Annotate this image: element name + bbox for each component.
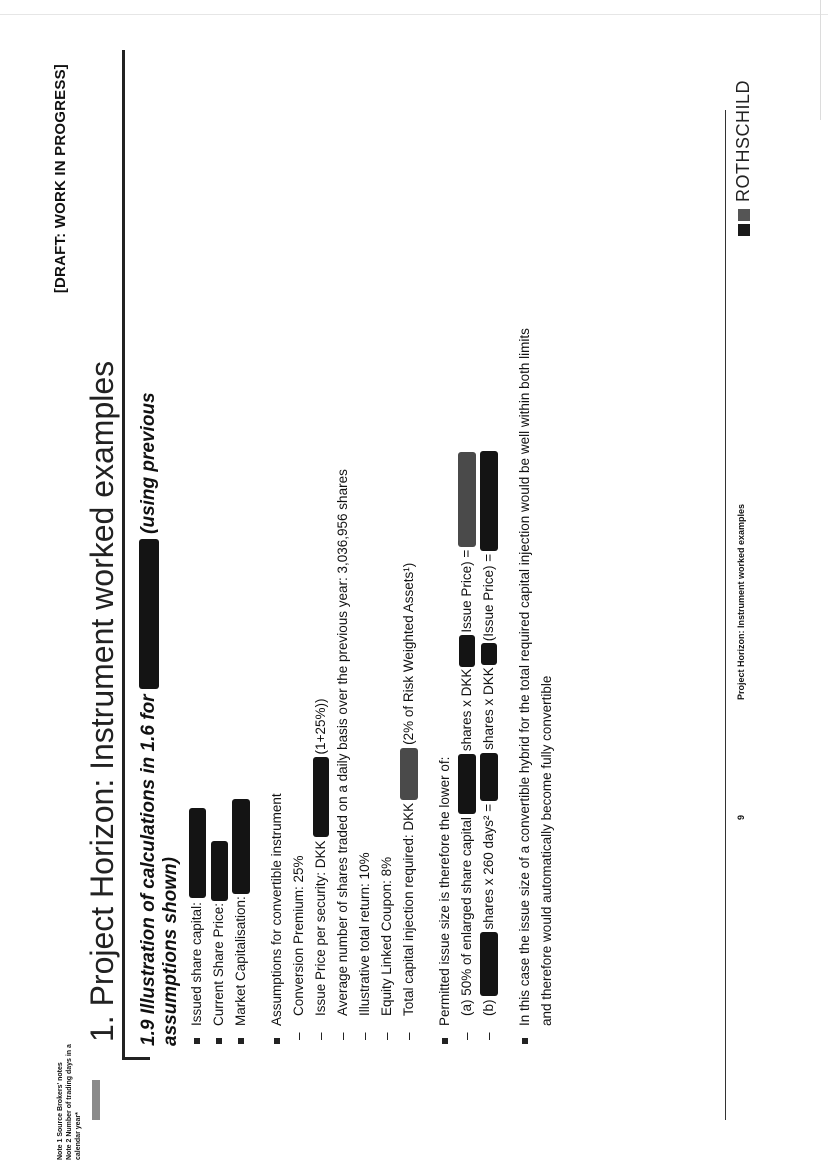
- capital-injection-suffix: (2% of Risk Weighted Assets¹): [401, 562, 416, 745]
- list-item: [288, 44, 310, 1044]
- page-title: 1. Project Horizon: Instrument worked examples: [84, 360, 120, 1042]
- dash-marker: –: [335, 1032, 350, 1040]
- footnotes: [56, 1040, 83, 1160]
- redaction-block: [211, 841, 228, 901]
- list-item: [434, 44, 456, 1044]
- bullet-marker: [194, 1038, 200, 1044]
- redaction-block: [480, 753, 498, 801]
- list-item: [456, 44, 478, 1044]
- issue-price-label: Issue Price per security: DKK: [313, 840, 328, 1016]
- current-share-price-label: Current Share Price:: [211, 902, 226, 1026]
- conversion-premium: Conversion Premium: 25%: [291, 855, 306, 1016]
- dash-marker: –: [379, 1032, 394, 1040]
- title-rule-vertical: [122, 1057, 150, 1060]
- scan-edge-right: [820, 0, 821, 120]
- list-item: [478, 44, 500, 1044]
- section-title-suffix: (using previous: [138, 392, 159, 534]
- illustrative-return: Illustrative total return: 10%: [357, 852, 372, 1016]
- footer-rule: [725, 110, 726, 1120]
- dash-marker: –: [291, 1032, 306, 1040]
- option-a-issue-price: Issue Price) =: [459, 549, 474, 633]
- title-rule: [122, 50, 125, 1060]
- bullet-marker: [442, 1038, 448, 1044]
- list-item: [208, 44, 230, 1044]
- list-item: [230, 44, 252, 1044]
- option-b-label: (b): [481, 999, 496, 1016]
- redaction-block: [313, 757, 329, 837]
- footnote-1: Note 1 Source Brokers' notes: [57, 1062, 64, 1160]
- redaction-block: [189, 808, 206, 898]
- redaction-block: [458, 452, 476, 547]
- redaction-block: [480, 933, 498, 997]
- option-a-label: (a) 50% of enlarged share capital: [459, 817, 474, 1016]
- redaction-block: [481, 643, 497, 665]
- redaction-block: [458, 754, 476, 814]
- list-item: [332, 44, 354, 1044]
- permitted-issue-heading: Permitted issue size is therefore the lower of:: [437, 756, 452, 1026]
- spacer: [500, 44, 514, 1044]
- list-item: [398, 44, 420, 1044]
- list-item: [514, 44, 536, 1044]
- bullet-marker: [274, 1038, 280, 1044]
- title-accent-bar: [92, 1080, 100, 1120]
- page-number: 9: [736, 814, 746, 820]
- redaction-block: [232, 799, 250, 894]
- list-item: [536, 44, 558, 1044]
- scan-edge: [0, 14, 828, 15]
- issue-price-suffix: (1+25%)): [313, 698, 328, 755]
- option-b-trading-days: shares x 260 days² =: [481, 803, 496, 930]
- redaction-block: [480, 451, 498, 551]
- slide-body: [186, 44, 558, 1044]
- list-item: [186, 44, 208, 1044]
- option-a-shares: shares x DKK: [459, 668, 474, 752]
- list-item: [376, 44, 398, 1044]
- spacer: [252, 44, 266, 1044]
- logo-square-dark-icon: [738, 224, 750, 236]
- market-cap-label: Market Capitalisation:: [233, 896, 248, 1026]
- bullet-marker: [522, 1038, 528, 1044]
- rothschild-logo: [733, 80, 754, 236]
- equity-linked-coupon: Equity Linked Coupon: 8%: [379, 856, 394, 1016]
- list-item: [266, 44, 288, 1044]
- dash-marker: –: [481, 1032, 496, 1040]
- section-title-line2: assumptions shown): [160, 857, 181, 1046]
- dash-marker: –: [357, 1032, 372, 1040]
- redaction-block: [459, 635, 475, 667]
- redaction-block: [400, 748, 418, 800]
- conclusion-line-1: In this case the issue size of a convertible hybrid for the total required capital injection would be well within both limits: [517, 328, 532, 1026]
- conclusion-line-2: and therefore would automatically become fully convertible: [539, 675, 554, 1026]
- option-b-shares: shares x DKK: [481, 667, 496, 750]
- spacer: [420, 44, 434, 1044]
- draft-label: [DRAFT: WORK IN PROGRESS]: [52, 64, 69, 294]
- section-title-prefix: 1.9 Illustration of calculations in 1.6 for: [138, 694, 159, 1046]
- footer-title: Project Horizon: Instrument worked examples: [736, 503, 746, 700]
- logo-square-grey-icon: [738, 209, 750, 221]
- dash-marker: –: [313, 1032, 328, 1040]
- footnote-2: Note 2 Number of trading days in a calendar year*: [66, 1044, 82, 1160]
- section-title: [138, 286, 182, 1046]
- dash-marker: –: [459, 1032, 474, 1040]
- issued-share-capital-label: Issued share capital:: [189, 902, 204, 1026]
- bullet-marker: [238, 1038, 244, 1044]
- capital-injection-label: Total capital injection required: DKK: [401, 802, 416, 1016]
- logo-text: ROTHSCHILD: [733, 80, 753, 203]
- slide-page: [44, 50, 784, 1160]
- average-shares-traded: Average number of shares traded on a daily basis over the previous year: 3,036,956 shares: [335, 469, 350, 1016]
- bullet-marker: [216, 1038, 222, 1044]
- assumptions-heading: Assumptions for convertible instrument: [269, 793, 284, 1026]
- dash-marker: –: [401, 1032, 416, 1040]
- list-item: [354, 44, 376, 1044]
- redaction-block: [139, 539, 159, 689]
- list-item: [310, 44, 332, 1044]
- option-b-issue-price: (Issue Price) =: [481, 553, 496, 642]
